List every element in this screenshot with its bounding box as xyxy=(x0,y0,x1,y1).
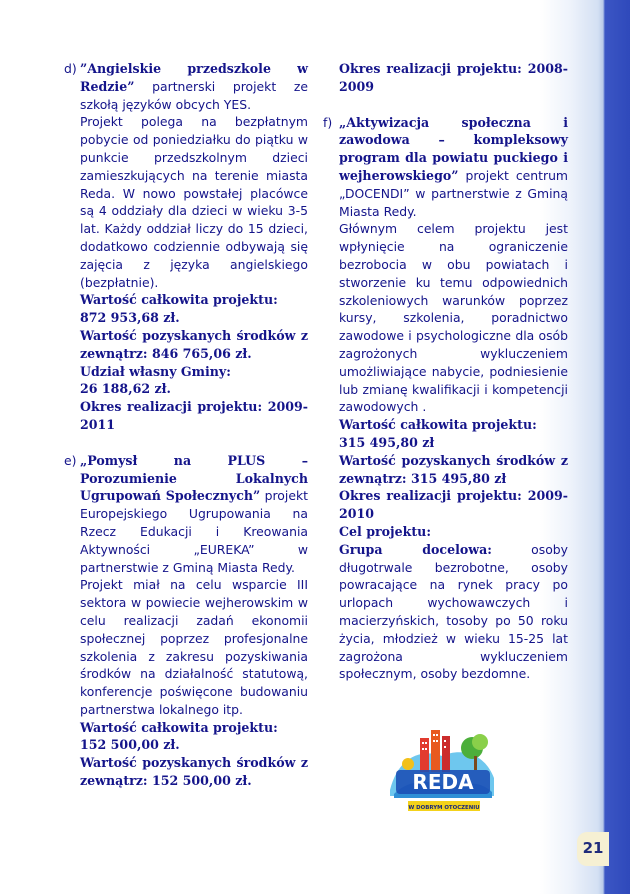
project-e-intro xyxy=(80,452,308,577)
page-number: 21 xyxy=(582,839,604,857)
project-f-funds-label: Wartość pozyskanych środków z zewnątrz: xyxy=(339,452,568,486)
project-f-target-group xyxy=(339,541,568,683)
project-f-value-label: Wartość całkowita projektu: xyxy=(339,417,537,433)
project-f-period-value: 2009-2010 xyxy=(339,488,568,522)
reda-logo xyxy=(380,718,504,816)
project-e-value: 152 500,00 zł. xyxy=(80,737,180,753)
project-d xyxy=(64,60,308,434)
project-d-description: Projekt polega na bezpłatnym pobycie od poniedziałku do piątku w punkcie przedszkolnym dzieci zamieszkujących na terenie miasta Reda. W nowo powstałej placówce są 4 oddziały dla dzieci w wieku 3-5 lat. Każdy oddział liczy do 15 dzieci, dodatkowo codziennie odbywają się zajęcia z języka angielskiego (bezpłatnie). xyxy=(80,114,308,290)
project-d-intro xyxy=(80,60,308,113)
project-d-partner: partnerski projekt ze szkołą języków obcych YES. xyxy=(80,78,308,112)
project-d-own-value: 26 188,62 zł. xyxy=(80,381,171,397)
project-f-description: Głównym celem projektu jest wpłynięcie na ograniczenie bezrobocia w obu powiatach i stworzenie ku temu odpowiednich szkoleniowych warunków poprzez kursy, szkolenia, poradnictwo zawodowe i psychologiczne dla osób zagrożonych wykluczeniem umożliwiające nabycie, podniesienie lub zmianę kwalifikacji i kompetencji zawodowych . xyxy=(339,221,568,415)
project-f xyxy=(323,114,568,684)
project-f-group-text: osoby długotrwale bezrobotne, osoby powracające na rynek pracy po urlopach wychowawczych i macierzyńskich, tosoby po 50 roku życia, młodzież w wieku 15-25 lat zagrożona wykluczeniem społecznym, osoby bezdomne. xyxy=(339,541,568,682)
project-e-title: „Pomysł na PLUS – Porozumienie Lokalnych Ugrupowań Społecznych” xyxy=(80,452,308,504)
project-e xyxy=(64,452,308,790)
project-e-description: Projekt miał na celu wsparcie III sektora w powiecie wejherowskim w celu realizacji zadań ekonomii społecznej poprzez profesjonalne szkolenia z zakresu pozyskiwania środków na działalność statutową, konferencje poświęcone budowaniu partnerstwa lokalnego itp. xyxy=(80,577,308,717)
project-f-funds-value: 315 495,80 zł xyxy=(410,470,507,486)
project-f-value: 315 495,80 zł xyxy=(339,434,435,450)
project-f-title: „Aktywizacja społeczna i zawodowa – kompleksowy program dla powiatu puckiego i wejherowskiego” xyxy=(339,114,568,183)
item-marker-f: f) xyxy=(323,114,333,130)
project-d-value-label: Wartość całkowita projektu: xyxy=(80,292,278,308)
project-f-intro xyxy=(339,114,568,221)
item-marker-d: d) xyxy=(64,61,77,76)
project-d-period-label: Okres realizacji projektu: xyxy=(80,399,263,415)
project-e-value-label: Wartość całkowita projektu: xyxy=(80,719,278,735)
project-e-funds-value: 152 500,00 zł. xyxy=(151,773,252,789)
project-f-goal-label: Cel projektu: xyxy=(339,523,431,539)
spacer xyxy=(64,434,308,452)
logo-subtitle: W DOBRYM OTOCZENIU xyxy=(408,805,480,811)
project-e-period-label: Okres realizacji projektu: xyxy=(339,61,522,76)
project-d-funds-label: Wartość pozyskanych środków z zewnątrz: xyxy=(80,327,308,361)
page-number-box xyxy=(577,832,609,866)
project-d-value: 872 953,68 zł. xyxy=(80,310,180,326)
project-d-period-value: 2009-2011 xyxy=(80,399,308,432)
project-e-period-value: 2008-2009 xyxy=(339,61,568,94)
project-f-period xyxy=(339,487,568,523)
item-marker-e: e) xyxy=(64,452,77,468)
project-e-period xyxy=(339,60,568,96)
project-d-own-label: Udział własny Gminy: xyxy=(80,363,231,379)
spacer xyxy=(323,96,568,114)
right-column xyxy=(323,60,568,683)
project-f-partner: projekt centrum „DOCENDI” w partnerstwie z Gminą Miasta Redy. xyxy=(339,167,568,219)
logo-text: REDA xyxy=(412,770,474,794)
project-e-funds-label: Wartość pozyskanych środków z zewnątrz: xyxy=(80,755,308,789)
project-d-title: ”Angielskie przedszkole w Redzie” xyxy=(80,61,308,94)
left-column xyxy=(64,60,308,790)
project-e-funds xyxy=(80,754,308,790)
project-d-period xyxy=(80,398,308,434)
project-f-period-label: Okres realizacji projektu: xyxy=(339,488,522,504)
project-e-partner: projekt Europejskiego Ugrupowania na Rzecz Edukacji i Kreowania Aktywności „EUREKA” w partnerstwie z Gminą Miasta Redy. xyxy=(80,488,308,575)
project-d-funds xyxy=(80,327,308,363)
project-f-funds xyxy=(339,452,568,488)
project-f-group-label: Grupa docelowa: xyxy=(339,541,492,557)
project-d-funds-value: 846 765,06 zł. xyxy=(151,345,252,361)
reda-logo-graphic xyxy=(380,718,504,816)
